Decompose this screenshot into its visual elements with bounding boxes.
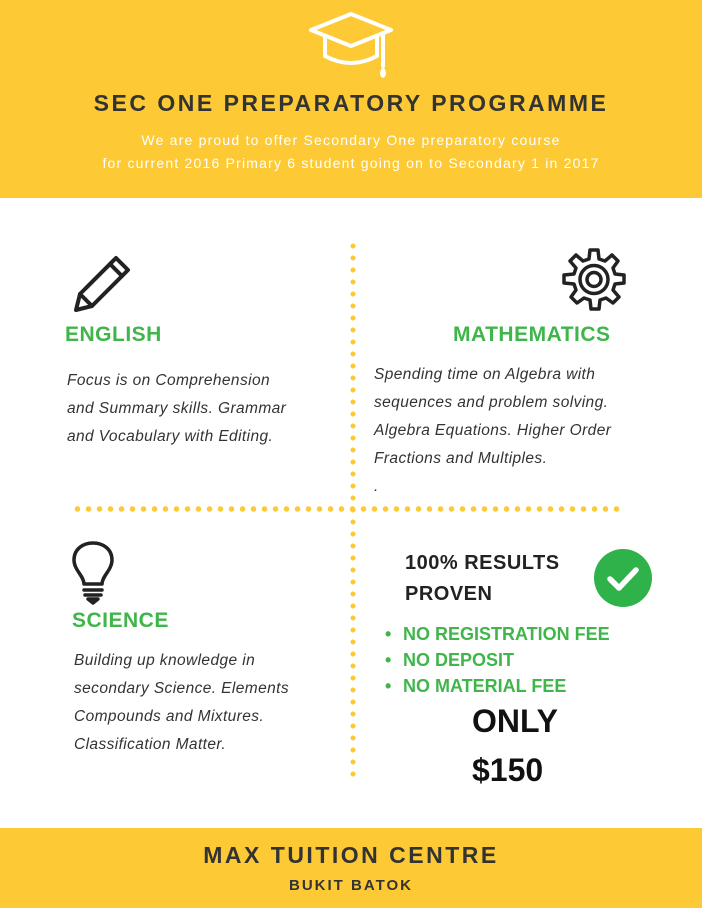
text-line: and Vocabulary with Editing. bbox=[67, 428, 274, 445]
text-line: Compounds and Mixtures. bbox=[74, 708, 265, 725]
perk-label: NO DEPOSIT bbox=[403, 650, 515, 670]
page-subtitle bbox=[0, 129, 702, 175]
list-item bbox=[385, 647, 610, 673]
header-banner bbox=[0, 0, 702, 198]
bullet: • bbox=[385, 650, 392, 670]
list-item bbox=[385, 621, 610, 647]
mathematics-heading: MATHEMATICS bbox=[453, 323, 611, 346]
text-line: sequences and problem solving. bbox=[374, 394, 609, 411]
english-heading: ENGLISH bbox=[65, 323, 162, 346]
text-line: Classification Matter. bbox=[74, 736, 227, 753]
centre-name: MAX TUITION CENTRE bbox=[203, 842, 499, 868]
page-title: SEC ONE PREPARATORY PROGRAMME bbox=[93, 90, 609, 116]
text-line: Algebra Equations. Higher Order bbox=[374, 422, 612, 439]
results-title bbox=[405, 548, 595, 610]
text-line: secondary Science. Elements bbox=[74, 680, 289, 697]
check-circle-icon bbox=[593, 548, 653, 608]
perk-label: NO REGISTRATION FEE bbox=[403, 624, 610, 644]
mathematics-description bbox=[374, 361, 674, 501]
bullet: • bbox=[385, 624, 392, 644]
gear-icon bbox=[558, 246, 630, 318]
centre-location: BUKIT BATOK bbox=[289, 877, 413, 894]
perks-list bbox=[385, 621, 610, 699]
english-description bbox=[67, 367, 352, 451]
subtitle-line: We are proud to offer Secondary One preparatory course bbox=[141, 132, 561, 148]
price-value: $150 bbox=[472, 752, 544, 788]
text-line: Spending time on Algebra with bbox=[374, 366, 596, 383]
science-heading: SCIENCE bbox=[72, 609, 169, 632]
results-title-line: PROVEN bbox=[405, 583, 493, 605]
text-line: and Summary skills. Grammar bbox=[67, 400, 287, 417]
only-label: ONLY bbox=[472, 703, 558, 739]
bullet: • bbox=[385, 676, 392, 696]
science-description bbox=[74, 647, 349, 759]
graduation-cap-icon bbox=[305, 8, 397, 82]
perk-label: NO MATERIAL FEE bbox=[403, 676, 567, 696]
subtitle-line: for current 2016 Primary 6 student going on to Secondary 1 in 2017 bbox=[102, 155, 600, 171]
text-line: . bbox=[374, 478, 379, 495]
text-line: Focus is on Comprehension bbox=[67, 372, 270, 389]
text-line: Building up knowledge in bbox=[74, 652, 256, 669]
horizontal-dotted-divider bbox=[72, 505, 622, 513]
results-title-line: 100% RESULTS bbox=[405, 552, 560, 574]
list-item bbox=[385, 673, 610, 699]
footer-banner bbox=[0, 828, 702, 908]
lightbulb-icon bbox=[70, 540, 116, 606]
pencil-icon bbox=[70, 252, 134, 316]
text-line: Fractions and Multiples. bbox=[374, 450, 548, 467]
